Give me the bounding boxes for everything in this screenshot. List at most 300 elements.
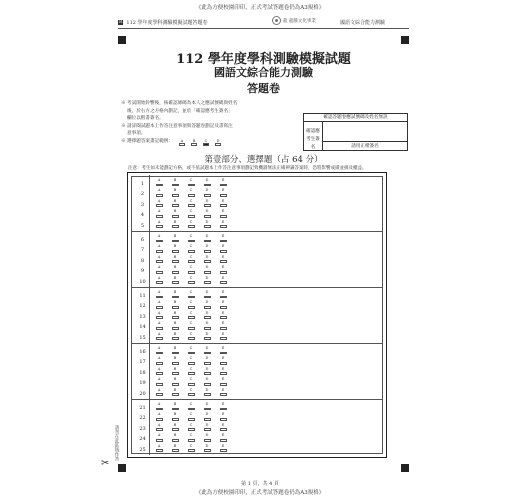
option-label-5-E: E [221,219,225,224]
option-label-10-C: C [189,275,193,280]
option-label-9-E: E [221,265,225,270]
answer-bubble-11-C[interactable] [188,296,195,299]
option-label-8-C: C [189,254,193,259]
answer-bubble-19-D[interactable] [204,383,211,386]
answer-bubble-7-A[interactable] [156,250,163,253]
answer-bubble-1-B[interactable] [172,184,179,187]
option-label-4-B: B [173,209,177,214]
answer-bubble-9-E[interactable] [220,271,227,274]
option-label-14-E: E [221,321,225,326]
answer-bubble-12-A[interactable] [156,306,163,309]
option-label-3-C: C [189,198,193,203]
option-label-2-A: A [157,188,161,193]
question-number-5: 5 [140,222,145,229]
section-note: 注意：考生如未能劃記方格，或不依試題本上作答注意事項劃記致機器無法正確辨識答案時，恐將影響成績並損及權益。 [128,166,367,171]
question-number-17: 17 [139,359,146,366]
option-label-16-E: E [221,346,225,350]
option-label-16-C: C [189,346,193,350]
answer-bubble-5-D[interactable] [204,225,211,228]
option-label-6-D: D [205,234,209,238]
answer-bubble-4-E[interactable] [220,215,227,218]
question-number-9: 9 [140,268,145,275]
sample-a [179,139,185,146]
header-subject: 國語文綜合能力測驗 [340,20,386,26]
logo-icon [272,16,281,25]
section-title: 第壹部分、選擇題（占 64 分） [204,155,323,165]
sample-d-box [215,143,221,146]
answer-bubble-24-C[interactable] [188,439,195,442]
answer-bubble-5-E[interactable] [220,225,227,228]
question-number-15: 15 [139,334,146,341]
answer-bubble-10-E[interactable] [220,281,227,284]
option-label-9-C: C [189,265,193,270]
question-number-25: 25 [139,446,146,453]
option-label-19-B: B [173,377,177,382]
answer-bubble-8-B[interactable] [172,260,179,263]
answer-bubble-17-E[interactable] [220,362,227,365]
option-label-24-B: B [173,433,177,438]
option-label-13-A: A [157,310,161,315]
answer-bubble-4-C[interactable] [188,215,195,218]
answer-bubble-21-E[interactable] [220,408,227,411]
answer-bubble-3-B[interactable] [172,204,179,207]
option-label-10-B: B [173,275,177,280]
answer-bubble-12-D[interactable] [204,306,211,309]
answer-bubble-9-C[interactable] [188,271,195,274]
option-label-7-C: C [189,244,193,249]
option-label-1-B: B [173,178,177,182]
option-label-22-D: D [205,412,209,417]
question-number-4: 4 [140,212,145,219]
question-number-20: 20 [139,390,146,397]
option-label-25-C: C [189,443,193,448]
answer-bubble-25-B[interactable] [172,449,179,452]
option-label-1-C: C [189,178,193,182]
answer-bubble-11-E[interactable] [220,296,227,299]
option-label-4-C: C [189,209,193,214]
option-label-10-A: A [157,275,161,280]
answer-bubble-5-B[interactable] [172,225,179,228]
answer-bubble-7-B[interactable] [172,250,179,253]
answer-bubble-13-C[interactable] [188,316,195,319]
answer-bubble-25-A[interactable] [156,449,163,452]
answer-bubble-17-D[interactable] [204,362,211,365]
answer-bubble-5-C[interactable] [188,225,195,228]
signature-label-line2: 考生簽名 [306,137,320,150]
question-number-16: 16 [139,349,146,355]
page-number: 第 1 頁，共 4 頁 [241,481,279,487]
answer-bubble-20-E[interactable] [220,393,227,396]
option-label-23-B: B [173,422,177,427]
answer-bubble-16-B[interactable] [172,352,179,355]
option-label-13-D: D [205,310,209,315]
option-label-2-C: C [189,188,193,193]
option-label-1-A: A [157,178,161,182]
answer-bubble-11-B[interactable] [172,296,179,299]
option-label-20-D: D [205,387,209,392]
option-label-24-A: A [157,433,161,438]
answer-bubble-23-B[interactable] [172,428,179,431]
answer-bubble-8-E[interactable] [220,260,227,263]
logo-text: 龍 龍騰文化事業 [283,18,316,24]
answer-bubble-19-C[interactable] [188,383,195,386]
question-number-2: 2 [140,191,145,198]
option-label-18-E: E [221,366,225,371]
option-label-4-A: A [157,209,161,214]
answer-bubble-18-C[interactable] [188,372,195,375]
answer-bubble-9-D[interactable] [204,271,211,274]
answer-bubble-10-B[interactable] [172,281,179,284]
question-number-12: 12 [139,303,146,310]
answer-bubble-9-B[interactable] [172,271,179,274]
option-label-11-C: C [189,290,193,294]
sample-d-label: D [216,138,220,143]
rule-2-cont: 意事項。 [127,131,146,137]
answer-bubble-14-E[interactable] [220,327,227,330]
question-number-1: 1 [140,181,145,187]
answer-bubble-11-D[interactable] [204,296,211,299]
answer-bubble-4-B[interactable] [172,215,179,218]
option-label-17-B: B [173,356,177,361]
option-label-6-E: E [221,234,225,238]
answer-bubble-24-B[interactable] [172,439,179,442]
option-label-19-E: E [221,377,225,382]
question-number-23: 23 [139,425,146,432]
answer-bubble-1-E[interactable] [220,184,227,187]
header-tag: R [119,20,123,25]
answer-bubble-21-A[interactable] [156,408,163,411]
page-title: 112 學年度學科測驗模擬試題 [176,52,351,67]
option-label-9-A: A [157,265,161,270]
option-label-15-C: C [189,331,193,336]
answer-bubble-17-B[interactable] [172,362,179,365]
header-exam-name [118,19,208,26]
answer-bubble-25-C[interactable] [188,449,195,452]
answer-bubble-8-D[interactable] [204,260,211,263]
answer-bubble-12-C[interactable] [188,306,195,309]
answer-bubble-20-B[interactable] [172,393,179,396]
answer-bubble-7-D[interactable] [204,250,211,253]
option-label-3-D: D [205,198,209,203]
answer-bubble-23-C[interactable] [188,428,195,431]
answer-bubble-4-D[interactable] [204,215,211,218]
option-label-11-D: D [205,290,209,294]
answer-bubble-23-A[interactable] [156,428,163,431]
answer-bubble-2-B[interactable] [172,194,179,197]
alignment-mark-bottom-right [401,464,409,472]
option-label-2-B: B [173,188,177,193]
option-label-7-B: B [173,244,177,249]
answer-bubble-2-E[interactable] [220,194,227,197]
confirmation-header: 確認答題卷應試號碼及姓名無誤 [304,114,407,122]
answer-bubble-21-B[interactable] [172,408,179,411]
option-label-16-A: A [157,346,161,350]
option-label-4-D: D [205,209,209,214]
question-number-14: 14 [139,324,146,331]
option-label-5-C: C [189,219,193,224]
option-label-8-A: A [157,254,161,259]
answer-bubble-15-E[interactable] [220,337,227,340]
answer-bubble-6-C[interactable] [188,240,195,243]
option-label-5-D: D [205,219,209,224]
option-label-20-A: A [157,387,161,392]
option-label-12-E: E [221,300,225,305]
option-label-21-E: E [221,402,225,406]
option-label-15-D: D [205,331,209,336]
option-label-21-C: C [189,402,193,406]
answer-bubble-22-B[interactable] [172,418,179,421]
answer-bubble-3-C[interactable] [188,204,195,207]
answer-bubble-16-E[interactable] [220,352,227,355]
answer-bubble-19-E[interactable] [220,383,227,386]
question-number-10: 10 [139,278,146,285]
sample-b-box [191,143,197,146]
answer-bubble-3-E[interactable] [220,204,227,207]
signature-field[interactable]: 請用正楷簽名 [323,141,407,150]
option-label-18-C: C [189,366,193,371]
option-label-8-E: E [221,254,225,259]
answer-bubble-20-D[interactable] [204,393,211,396]
alignment-mark-top-right [401,36,409,44]
question-number-11: 11 [139,293,146,299]
question-number-18: 18 [139,369,146,376]
option-label-12-B: B [173,300,177,305]
answer-bubble-2-D[interactable] [204,194,211,197]
answer-bubble-25-E[interactable] [220,449,227,452]
option-label-9-B: B [173,265,177,270]
rule-3-text: ※ 選擇題答案畫記範例： [121,138,173,144]
option-label-6-B: B [173,234,177,238]
option-label-13-C: C [189,310,193,315]
option-label-21-D: D [205,402,209,406]
option-label-15-B: B [173,331,177,336]
answer-bubble-13-D[interactable] [204,316,211,319]
answer-bubble-5-A[interactable] [156,225,163,228]
header-divider [118,28,409,29]
question-number-6: 6 [140,237,145,243]
group-divider-3 [131,343,383,344]
answer-bubble-12-B[interactable] [172,306,179,309]
answer-bubble-19-B[interactable] [172,383,179,386]
rule-2: ※ 請詳閱試題本上作答注意事項與答題卷劃記及書寫注 [121,123,233,129]
answer-bubble-22-C[interactable] [188,418,195,421]
option-label-12-A: A [157,300,161,305]
publisher-logo [272,16,316,25]
option-label-24-E: E [221,433,225,438]
option-label-3-A: A [157,198,161,203]
answer-bubble-8-C[interactable] [188,260,195,263]
answer-bubble-18-E[interactable] [220,372,227,375]
option-label-5-B: B [173,219,177,224]
answer-bubble-19-A[interactable] [156,383,163,386]
answer-bubble-22-A[interactable] [156,418,163,421]
answer-bubble-14-B[interactable] [172,327,179,330]
answer-bubble-6-B[interactable] [172,240,179,243]
option-label-1-D: D [205,178,209,182]
option-label-3-B: B [173,198,177,203]
option-label-7-A: A [157,244,161,249]
answer-bubble-14-C[interactable] [188,327,195,330]
option-label-7-E: E [221,244,225,249]
option-label-11-A: A [157,290,161,294]
option-label-21-B: B [173,402,177,406]
answer-bubble-24-D[interactable] [204,439,211,442]
answer-bubble-2-C[interactable] [188,194,195,197]
option-label-17-D: D [205,356,209,361]
option-label-25-D: D [205,443,209,448]
answer-bubble-18-A[interactable] [156,372,163,375]
answer-bubble-16-D[interactable] [204,352,211,355]
group-divider-1 [131,231,383,232]
option-label-6-C: C [189,234,193,238]
signature-label-line1: 確認應 [306,129,320,134]
answer-bubble-21-D[interactable] [204,408,211,411]
group-divider-2 [131,287,383,288]
option-label-10-E: E [221,275,225,280]
option-label-24-C: C [189,433,193,438]
option-label-16-B: B [173,346,177,350]
question-number-22: 22 [139,415,146,422]
rule-1: ※ 考試開始鈴響後，核確認條碼為本人之應試號碼與姓名 [121,101,238,106]
answer-bubble-10-A[interactable] [156,281,163,284]
option-label-6-A: A [157,234,161,238]
answer-bubble-17-C[interactable] [188,362,195,365]
answer-bubble-8-A[interactable] [156,260,163,263]
option-label-2-D: D [205,188,209,193]
answer-bubble-25-D[interactable] [204,449,211,452]
option-label-17-A: A [157,356,161,361]
answer-bubble-23-E[interactable] [220,428,227,431]
answer-bubble-15-B[interactable] [172,337,179,340]
option-label-13-E: E [221,310,225,315]
answer-bubble-18-D[interactable] [204,372,211,375]
option-label-24-D: D [205,433,209,438]
answer-bubble-3-A[interactable] [156,204,163,207]
answer-bubble-14-A[interactable] [156,327,163,330]
question-number-21: 21 [139,405,146,411]
answer-bubble-20-A[interactable] [156,393,163,396]
option-label-5-A: A [157,219,161,224]
answer-bubble-13-A[interactable] [156,316,163,319]
sample-c-label: C [204,138,208,143]
signature-label [304,122,323,151]
option-label-3-E: E [221,198,225,203]
answer-bubble-18-B[interactable] [172,372,179,375]
answer-bubble-11-A[interactable] [156,296,163,299]
option-label-16-D: D [205,346,209,350]
alignment-mark-top-left [118,36,126,44]
option-label-22-A: A [157,412,161,417]
sample-c-box-filled [203,143,209,146]
option-label-19-C: C [189,377,193,382]
answer-bubble-9-A[interactable] [156,271,163,274]
option-label-22-E: E [221,412,225,417]
option-label-7-D: D [205,244,209,249]
answer-bubble-6-D[interactable] [204,240,211,243]
answer-bubble-24-E[interactable] [220,439,227,442]
answer-bubble-1-A[interactable] [156,184,163,187]
answer-bubble-3-D[interactable] [204,204,211,207]
answer-bubble-10-C[interactable] [188,281,195,284]
answer-bubble-23-D[interactable] [204,428,211,431]
answer-bubble-1-D[interactable] [204,184,211,187]
answer-bubble-16-A[interactable] [156,352,163,355]
answer-bubble-12-E[interactable] [220,306,227,309]
option-label-22-C: C [189,412,193,417]
sample-d [215,139,221,146]
answer-bubble-14-D[interactable] [204,327,211,330]
option-label-17-C: C [189,356,193,361]
answer-bubble-24-A[interactable] [156,439,163,442]
question-number-7: 7 [140,247,145,254]
answer-bubble-1-C[interactable] [188,184,195,187]
option-label-2-E: E [221,188,225,193]
answer-bubble-13-E[interactable] [220,316,227,319]
option-label-12-C: C [189,300,193,305]
option-label-20-C: C [189,387,193,392]
answer-bubble-17-A[interactable] [156,362,163,365]
answer-bubble-15-A[interactable] [156,337,163,340]
answer-bubble-10-D[interactable] [204,281,211,284]
scissor-icon: ✂ [101,458,110,469]
answer-bubble-2-A[interactable] [156,194,163,197]
top-format-note: 《此為方便校園印印，正式考試答題卷仍為A3規格》 [195,5,325,11]
option-label-15-E: E [221,331,225,336]
answer-bubble-6-A[interactable] [156,240,163,243]
option-label-12-D: D [205,300,209,305]
option-label-23-D: D [205,422,209,427]
answer-bubble-15-C[interactable] [188,337,195,340]
answer-bubble-22-E[interactable] [220,418,227,421]
option-label-11-E: E [221,290,225,294]
answer-bubble-7-C[interactable] [188,250,195,253]
answer-bubble-7-E[interactable] [220,250,227,253]
answer-bubble-21-C[interactable] [188,408,195,411]
rule-1-cont: 後，於右方之方格內劃記，並於「確認應考生簽名」 [127,108,233,114]
answer-bubble-20-C[interactable] [188,393,195,396]
option-label-17-E: E [221,356,225,361]
side-notice: 請勿在此區域作答 [114,425,119,461]
option-label-8-B: B [173,254,177,259]
answer-bubble-4-A[interactable] [156,215,163,218]
option-label-18-D: D [205,366,209,371]
rule-3 [121,138,303,146]
question-number-24: 24 [139,436,146,443]
option-label-10-D: D [205,275,209,280]
option-label-4-E: E [221,209,225,214]
option-label-18-A: A [157,366,161,371]
sample-a-label: A [180,138,184,143]
group-divider-4 [131,399,383,400]
question-number-3: 3 [140,201,145,208]
sample-a-box [179,143,185,146]
answer-bubble-22-D[interactable] [204,418,211,421]
option-label-13-B: B [173,310,177,315]
option-label-23-C: C [189,422,193,427]
answer-bubble-6-E[interactable] [220,240,227,243]
sample-b [191,139,197,146]
option-label-25-B: B [173,443,177,448]
answer-grid [127,172,387,458]
option-label-19-D: D [205,377,209,382]
answer-bubble-13-B[interactable] [172,316,179,319]
answer-bubble-15-D[interactable] [204,337,211,340]
question-number-8: 8 [140,257,145,264]
option-label-20-E: E [221,387,225,392]
answer-bubble-16-C[interactable] [188,352,195,355]
instructions [121,100,303,146]
option-label-25-A: A [157,443,161,448]
